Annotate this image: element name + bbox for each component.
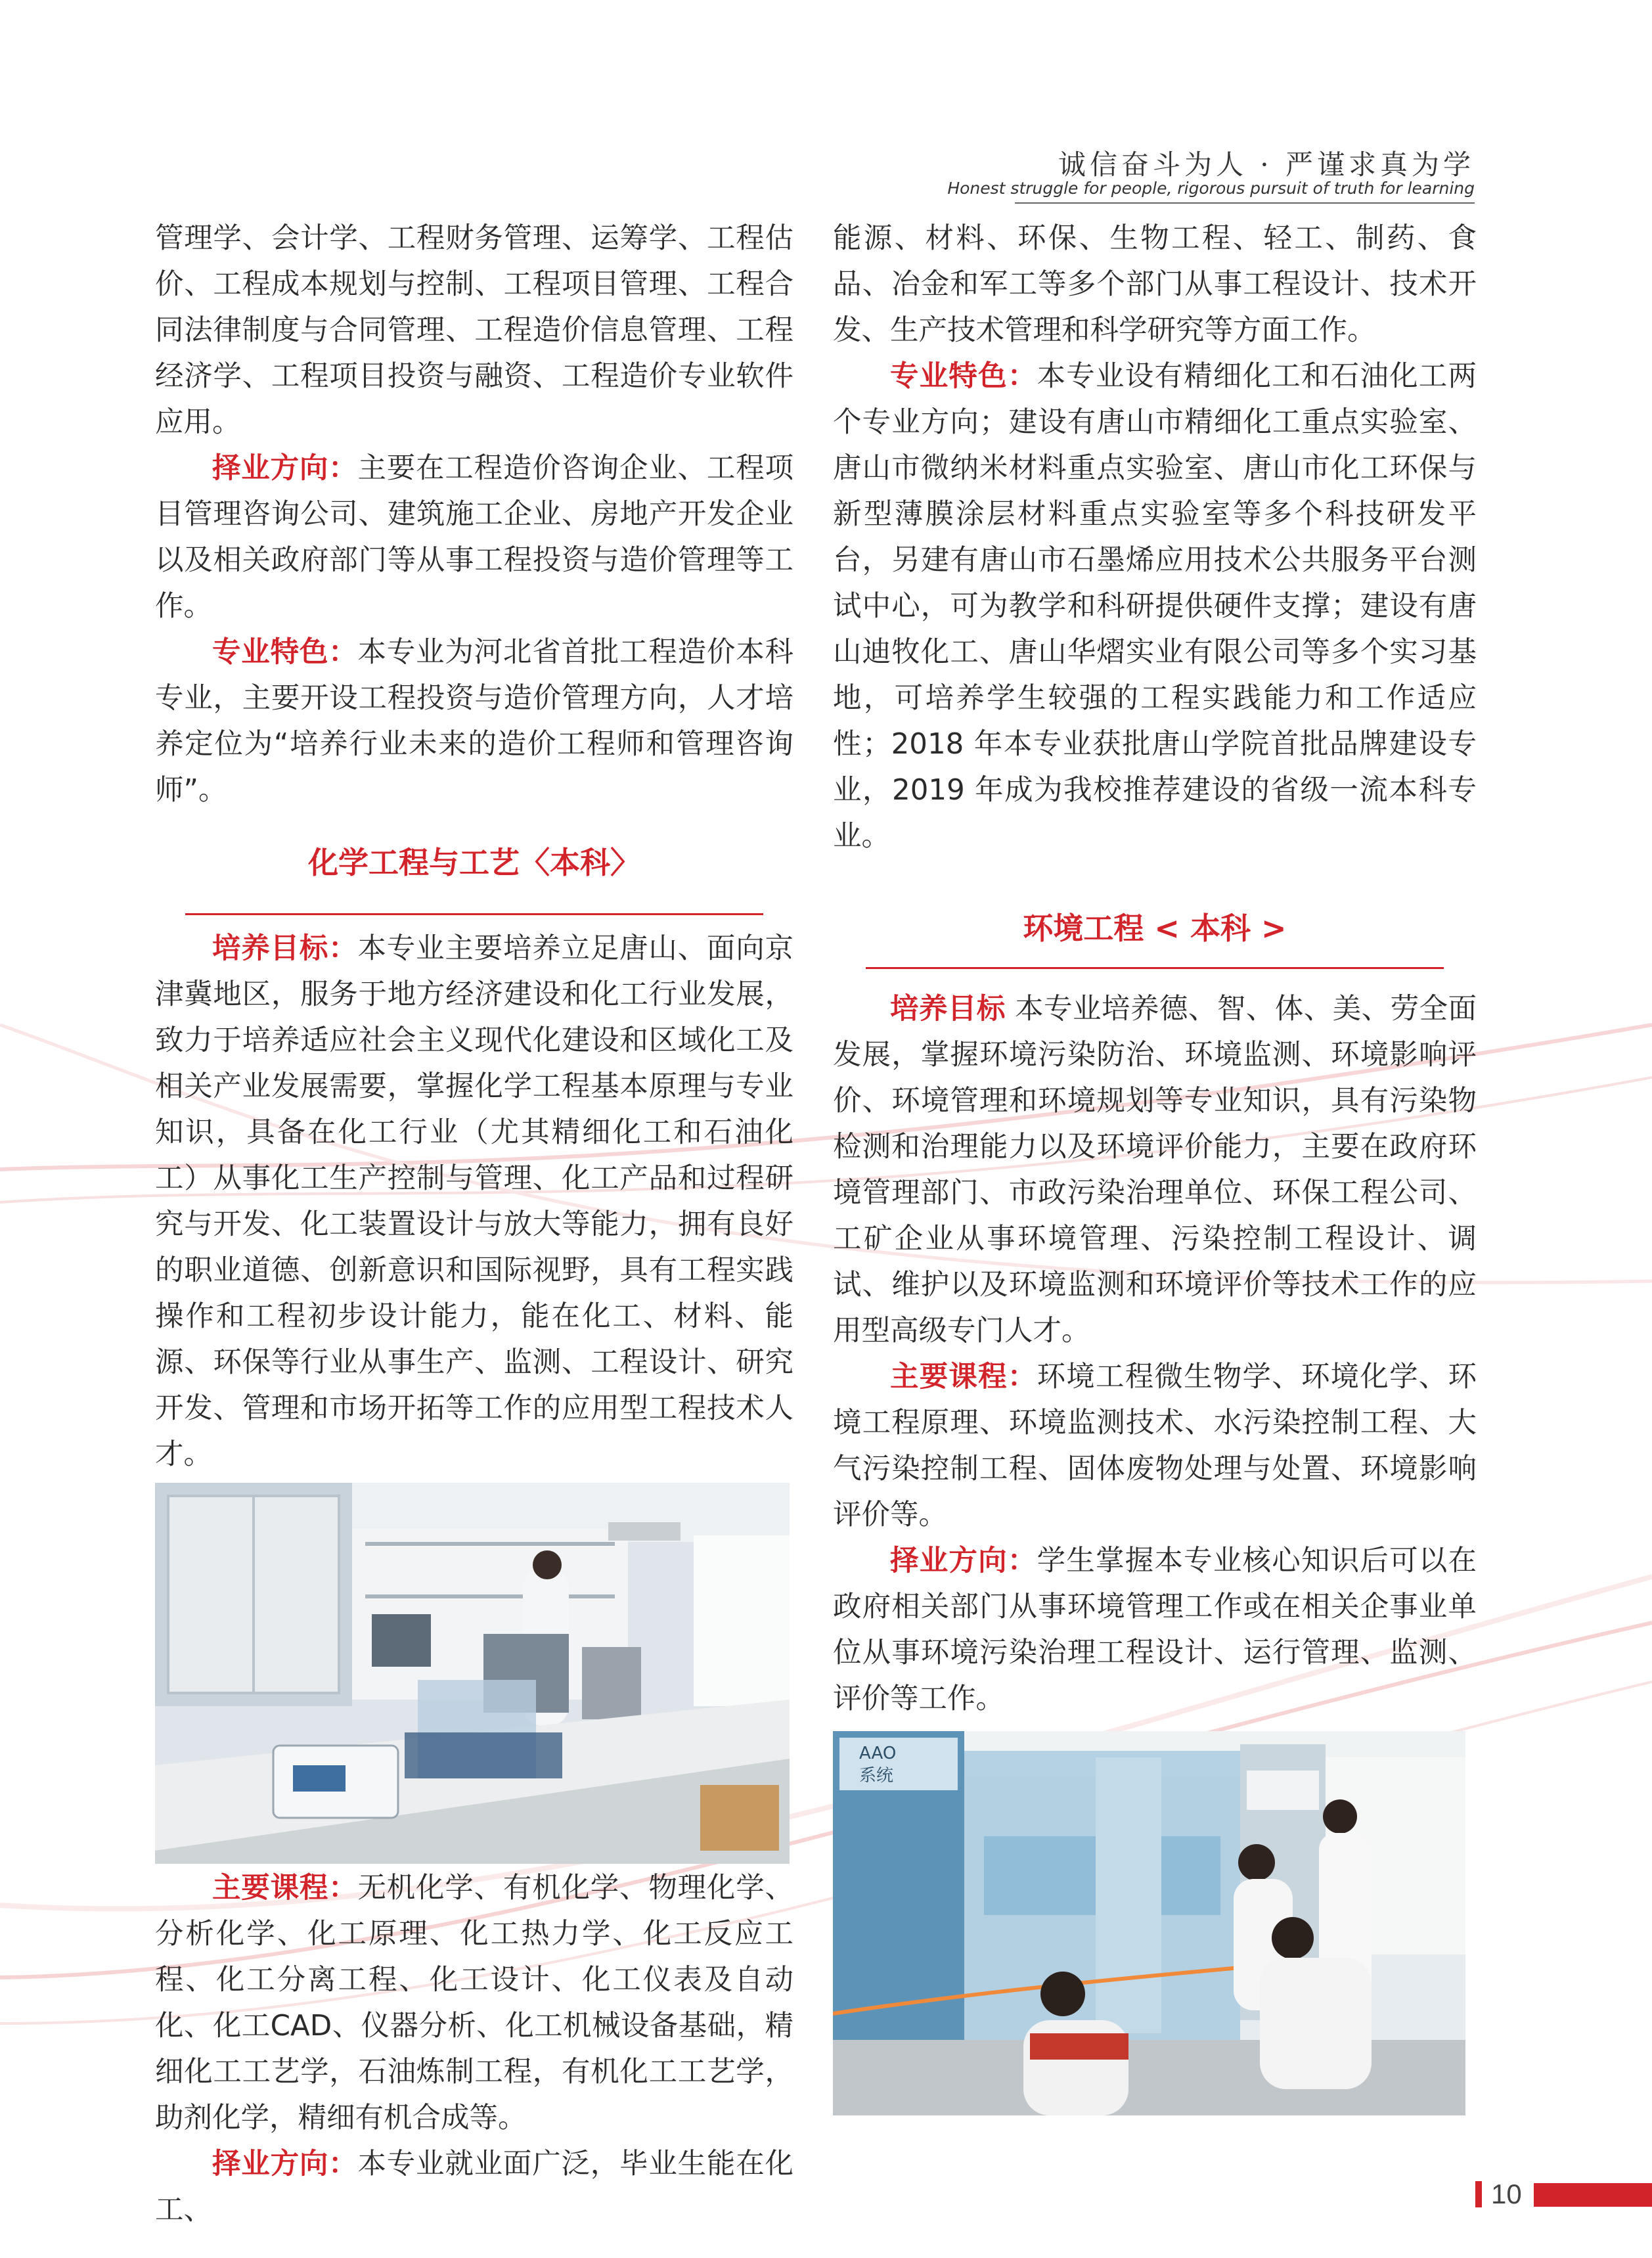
section-title-chemical-engineering: 化学工程与工艺〈本科〉 xyxy=(308,845,640,880)
photo-sign-system: 系统 xyxy=(859,1766,894,1786)
env-courses-paragraph xyxy=(833,1354,1477,1538)
section-title-environmental-engineering: 环境工程 < 本科 > xyxy=(1023,911,1287,946)
header-divider xyxy=(1015,202,1475,204)
env-goal-paragraph xyxy=(833,986,1477,1354)
env-career-paragraph xyxy=(833,1538,1477,1722)
career-text: 学生掌握本专业核心知识后可以在政府相关部门从事环境管理工作或在相关企事业单位从事环境污染治理工程设计、运行管理、监测、评价等工作。 xyxy=(833,1545,1477,1715)
cost-feature-paragraph xyxy=(155,629,793,813)
courses-label: 主要课程： xyxy=(890,1361,1037,1393)
goal-label: 培养目标： xyxy=(212,932,358,965)
career-label: 择业方向： xyxy=(212,452,358,485)
feature-label: 专业特色： xyxy=(212,636,358,669)
cost-career-paragraph xyxy=(155,445,793,629)
chem-courses-paragraph xyxy=(155,1865,793,2141)
left-column xyxy=(155,215,793,2233)
page-number-marker xyxy=(1475,2181,1482,2207)
feature-label: 专业特色： xyxy=(890,360,1037,393)
feature-text: 本专业为河北省首批工程造价本科专业，主要开设工程投资与造价管理方向，人才培养定位为“培养行业未来的造价工程师和管理咨询师”。 xyxy=(155,636,794,807)
header-motto-cn: 诚信奋斗为人 · 严谨求真为学 xyxy=(1058,148,1475,181)
header-motto-en: Honest struggle for people, rigorous pursuit of truth for learning xyxy=(947,179,1475,198)
photo-sign-aao: AAO xyxy=(859,1744,897,1763)
goal-label: 培养目标 xyxy=(890,993,1006,1026)
lab-photo-environmental xyxy=(833,1731,1465,2115)
cost-courses-continued: 管理学、会计学、工程财务管理、运筹学、工程估价、工程成本规划与控制、工程项目管理、工程合同法律制度与合同管理、工程造价信息管理、工程经济学、工程项目投资与融资、工程造价专业软件应用。 xyxy=(155,222,793,439)
chem-career-paragraph xyxy=(155,2141,793,2233)
career-label: 择业方向： xyxy=(212,2148,358,2180)
chem-goal-paragraph xyxy=(155,926,793,1478)
career-text: 本专业就业面广泛，毕业生能在化工、 xyxy=(155,2148,794,2226)
goal-text: 本专业培养德、智、体、美、劳全面发展，掌握环境污染防治、环境监测、环境影响评价、环境管理和环境规划等专业知识，具有污染物检测和治理能力以及环境评价能力，主要在政府环境管理部门、市政污染治理单位、环保工程公司、工矿企业从事环境管理、污染控制工程设计、调试、维护以及环境监测和环境评价等技术工作的应用型高级专门人才。 xyxy=(833,993,1477,1347)
goal-text: 本专业主要培养立足唐山、面向京津冀地区，服务于地方经济建设和化工行业发展，致力于培养适应社会主义现代化建设和区域化工及相关产业发展需要，掌握化学工程基本原理与专业知识，具备在化工行业（尤其精细化工和石油化工）从事化工生产控制与管理、化工产品和过程研究与开发、化工装置设计与放大等能力，拥有良好的职业道德、创新意识和国际视野，具有工程实践操作和工程初步设计能力，能在化工、材料、能源、环保等行业从事生产、监测、工程设计、研究开发、管理和市场开拓等工作的应用型工程技术人才。 xyxy=(155,932,794,1471)
courses-text: 环境工程微生物学、环境化学、环境工程原理、环境监测技术、水污染控制工程、大气污染控制工程、固体废物处理与处置、环境影响评价等。 xyxy=(833,1361,1477,1531)
page-number: 10 xyxy=(1491,2179,1522,2209)
lab-photo-chemical xyxy=(155,1483,790,1864)
courses-label: 主要课程： xyxy=(212,1872,358,1905)
right-column xyxy=(833,215,1477,2115)
career-text: 主要在工程造价咨询企业、工程项目管理咨询公司、建筑施工企业、房地产开发企业以及相关政府部门等从事工程投资与造价管理等工作。 xyxy=(155,452,794,623)
career-label: 择业方向： xyxy=(890,1545,1037,1577)
feature-text: 本专业设有精细化工和石油化工两个专业方向；建设有唐山市精细化工重点实验室、唐山市微纳米材料重点实验室、唐山市化工环保与新型薄膜涂层材料重点实验室等多个科技研发平台，另建有唐山市石墨烯应用技术公共服务平台测试中心，可为教学和科研提供硬件支撑；建设有唐山迪牧化工、唐山华熠实业有限公司等多个实习基地，可培养学生较强的工程实践能力和工作适应性；2018 年本专业获批唐山学院首批品牌建设专业，2019 年成为我校推荐建设的省级一流本科专业。 xyxy=(833,360,1477,853)
chem-career-continued: 能源、材料、环保、生物工程、轻工、制药、食品、冶金和军工等多个部门从事工程设计、技术开发、生产技术管理和科学研究等方面工作。 xyxy=(833,222,1477,347)
chem-feature-paragraph xyxy=(833,353,1477,859)
courses-text: 无机化学、有机化学、物理化学、分析化学、化工原理、化工热力学、化工反应工程、化工分离工程、化工设计、化工仪表及自动化、化工CAD、仪器分析、化工机械设备基础，精细化工工艺学，石油炼制工程，有机化工工艺学，助剂化学，精细有机合成等。 xyxy=(155,1872,794,2134)
footer-band xyxy=(1534,2183,1652,2207)
